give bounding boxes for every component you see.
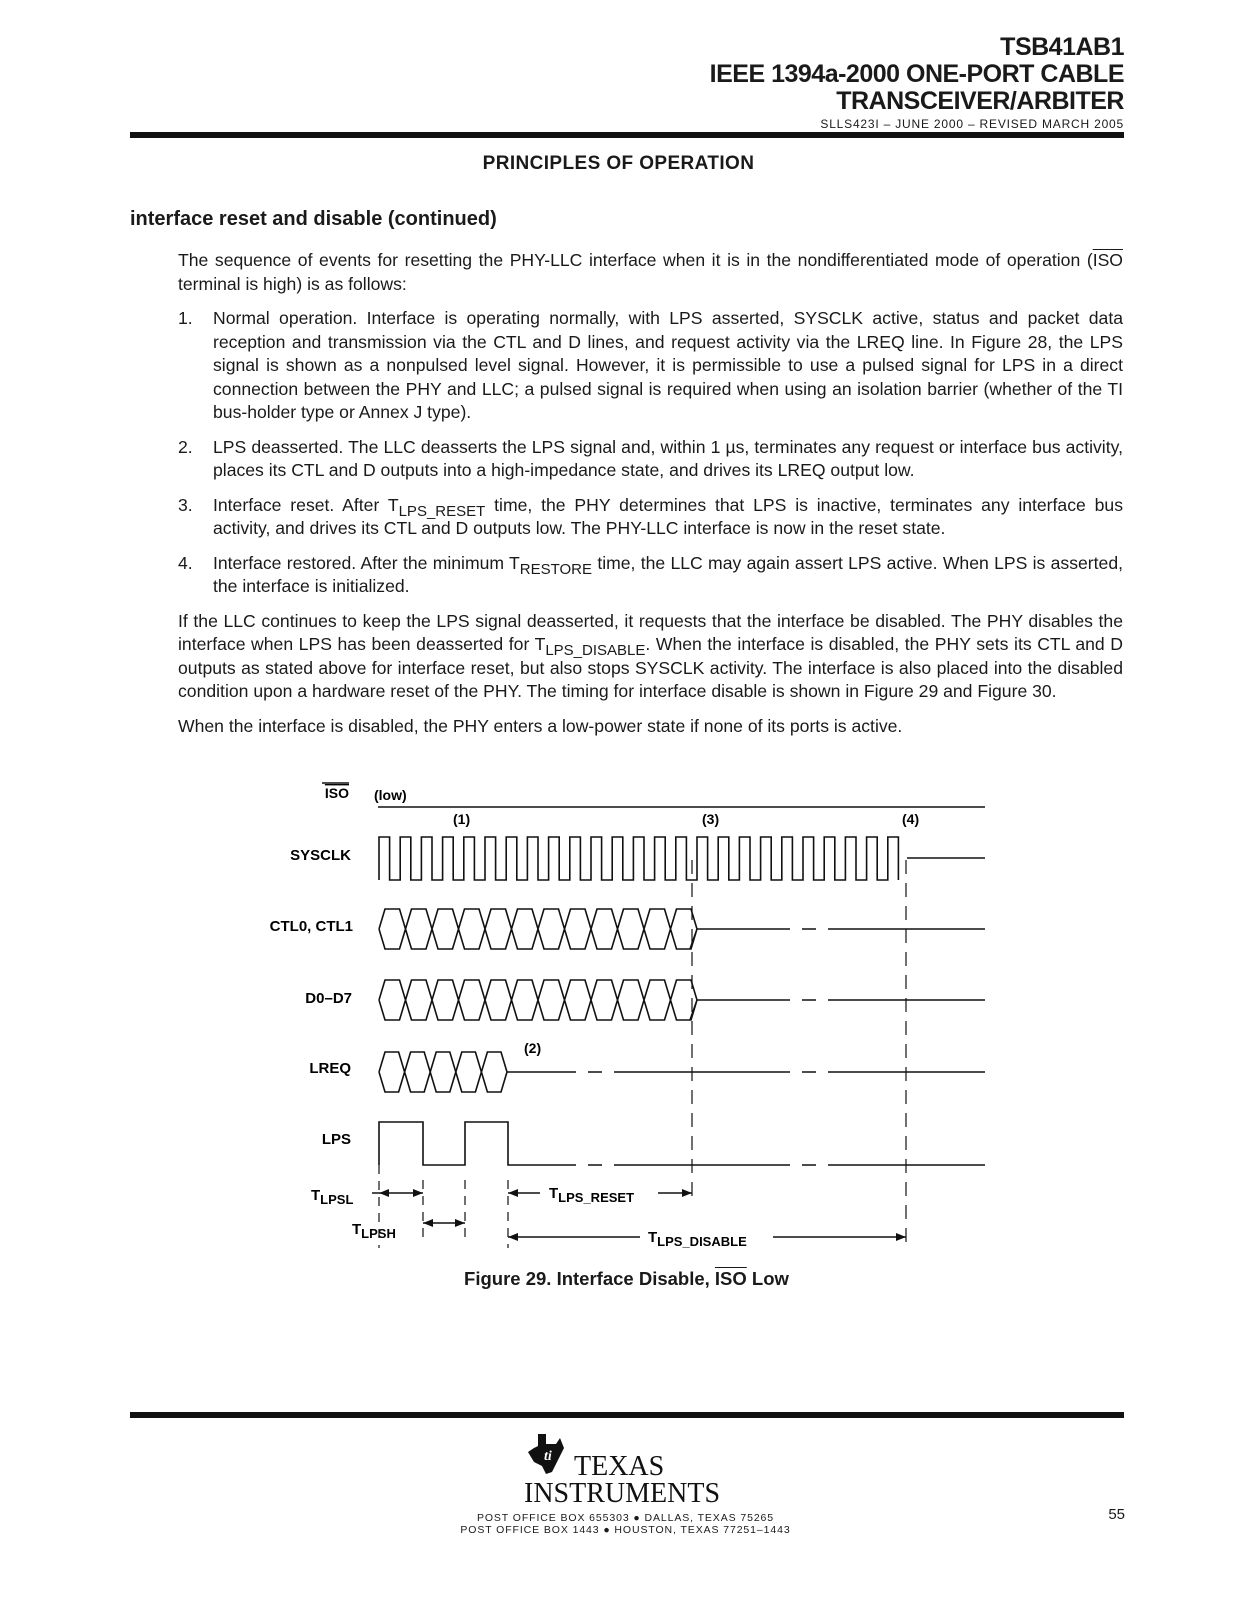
- disable-paragraph: If the LLC continues to keep the LPS signal deasserted, it requests that the interface be disabled. The PHY disables the interface when LPS has been deasserted for $T_{LPS\_DISABLE}$. When the interface is disabled, the PHY sets its CTL and D outputs as stated above for interface reset, but also stops SYSCLK activity. The interface is also placed into the disabled condition upon a hardware reset of the PHY. The timing for interface disable is shown in Figure 29 and Figure 30.: [178, 610, 1123, 701]
- part-number: TSB41AB1: [1000, 33, 1124, 61]
- doc-reference: SLLS423I – JUNE 2000 – REVISED MARCH 2005: [820, 117, 1124, 131]
- arrowhead: [455, 1219, 465, 1227]
- arrowhead: [413, 1189, 423, 1197]
- page-number: 55: [1108, 1506, 1125, 1523]
- low-power-paragraph: When the interface is disabled, the PHY enters a low-power state if none of its ports is active.: [178, 715, 903, 736]
- arrowhead: [896, 1233, 906, 1241]
- lreq-waveform: [379, 1052, 528, 1092]
- ti-logo: [524, 1432, 734, 1504]
- tlpsh-label: TLPSH: [352, 1221, 396, 1241]
- tlps-disable-label: TLPS_DISABLE: [648, 1229, 747, 1249]
- data-waveform: [379, 980, 697, 1020]
- timing-diagram: [0, 775, 1237, 1265]
- arrowhead: [682, 1189, 692, 1197]
- label-sysclk: SYSCLK: [290, 847, 351, 864]
- arrowhead: [508, 1189, 518, 1197]
- ti-brand-texas: TEXAS: [574, 1451, 665, 1482]
- tlpsl-label: TLPSL: [311, 1187, 354, 1207]
- ti-brand-instruments: INSTRUMENTS: [524, 1478, 721, 1504]
- marker-1: (1): [453, 811, 471, 827]
- reset-steps-list: [178, 307, 1123, 599]
- arrowhead: [423, 1219, 433, 1227]
- list-item: 4. Interface restored. After the minimum $T_{RESTORE}$ time, the LLC may again assert LPS active. When LPS is asserted, the interface is initialized.: [178, 552, 1123, 596]
- footer-rule: [130, 1412, 1124, 1418]
- label-lps: LPS: [321, 1131, 351, 1148]
- arrowhead: [379, 1189, 389, 1197]
- label-iso: ISO: [324, 785, 349, 801]
- ti-monogram-icon: ti: [544, 1449, 552, 1464]
- section-title: PRINCIPLES OF OPERATION: [482, 153, 755, 174]
- marker-4: (4): [902, 811, 920, 827]
- header-rule: [130, 132, 1124, 138]
- address-line-2: POST OFFICE BOX 1443 ● HOUSTON, TEXAS 77251–1443: [460, 1524, 791, 1536]
- list-item: 2. LPS deasserted. The LLC deasserts the LPS signal and, within 1 µs, terminates any request or interface bus activity, places its CTL and D outputs into a high-impedance state, and drives its LREQ output low.: [178, 436, 1123, 480]
- sysclk-waveform: [379, 837, 898, 880]
- document-header: [710, 34, 1124, 131]
- tlps-reset-label: TLPS_RESET: [549, 1185, 635, 1205]
- address-line-1: POST OFFICE BOX 655303 ● DALLAS, TEXAS 75265: [476, 1512, 775, 1524]
- label-data: D0–D7: [305, 990, 352, 1007]
- intro-paragraph: The sequence of events for resetting the PHY-LLC interface when it is in the nondifferentiated mode of operation ($\overline{ISO}$ terminal is high) is as follows:: [178, 250, 1123, 294]
- marker-3: (3): [702, 811, 720, 827]
- arrowhead: [508, 1233, 518, 1241]
- marker-2: (2): [524, 1040, 542, 1056]
- label-iso-state: (low): [374, 787, 407, 803]
- doc-title-line1: IEEE 1394a-2000 ONE-PORT CABLE: [709, 60, 1124, 88]
- iso-overbar: $\overline{ISO}$: [1092, 250, 1123, 270]
- label-lreq: LREQ: [309, 1060, 351, 1077]
- label-ctl: CTL0, CTL1: [269, 918, 353, 935]
- list-item: 1. Normal operation. Interface is operating normally, with LPS asserted, SYSCLK active, status and packet data reception and transmission via the CTL and D lines, and request activity via the LREQ line. In Figure 28, the LPS signal is shown as a nonpulsed level signal. However, it is permissible to use a pulsed signal for LPS in a direct connection between the PHY and LLC; a pulsed signal is required when using an isolation barrier (whether of the TI bus-holder type or Annex J type).: [178, 308, 1123, 422]
- figure-caption: Figure 29. Interface Disable, $\overline{ISO}$ Low: [464, 1268, 789, 1289]
- ctl-waveform: [379, 909, 697, 949]
- lps-waveform: [379, 1122, 985, 1165]
- subheading: interface reset and disable (continued): [130, 208, 497, 230]
- list-item: 3. Interface reset. After $T_{LPS\_RESET}$ time, the PHY determines that LPS is inactive, terminates any interface bus activity, and drives its CTL and D outputs low. The PHY-LLC interface is now in the reset state.: [178, 494, 1124, 538]
- doc-title-line2: TRANSCEIVER/ARBITER: [836, 87, 1124, 115]
- body-text: [178, 249, 1123, 749]
